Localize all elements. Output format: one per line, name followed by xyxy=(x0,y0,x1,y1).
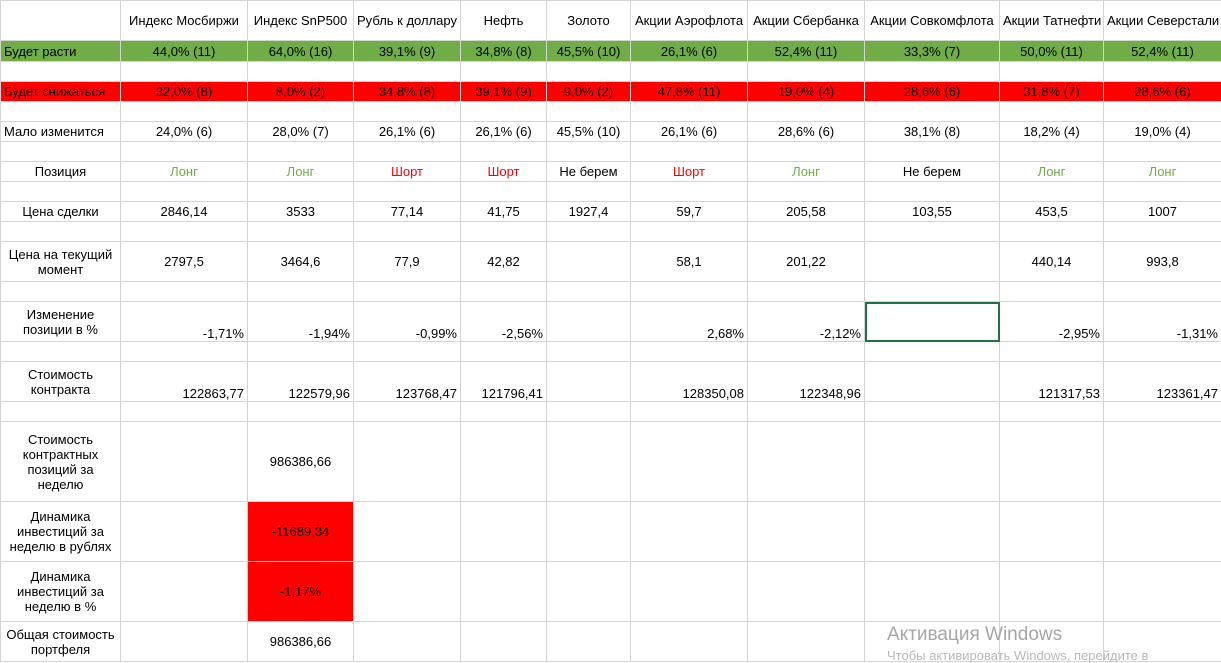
cell[interactable] xyxy=(865,102,1000,122)
cell[interactable]: Лонг xyxy=(121,162,248,182)
cell[interactable] xyxy=(547,142,631,162)
cell[interactable]: 39,1% (9) xyxy=(354,41,461,62)
row-flat xyxy=(1,122,1221,142)
cell[interactable] xyxy=(1104,282,1221,302)
cell[interactable]: Шорт xyxy=(631,162,748,182)
cell[interactable]: 38,1% (8) xyxy=(865,122,1000,142)
cell[interactable] xyxy=(354,282,461,302)
row-label[interactable]: Цена на текущий момент xyxy=(1,242,121,282)
cell[interactable] xyxy=(631,422,748,502)
cell[interactable] xyxy=(1000,282,1104,302)
cell[interactable] xyxy=(248,282,354,302)
cell[interactable] xyxy=(121,222,248,242)
cell[interactable]: 28,6% (6) xyxy=(1104,82,1221,102)
row-down xyxy=(1,82,1221,102)
cell[interactable] xyxy=(1104,62,1221,82)
cell[interactable]: 26,1% (6) xyxy=(631,41,748,62)
cell[interactable]: 19,0% (4) xyxy=(748,82,865,102)
cell[interactable]: 201,22 xyxy=(748,242,865,282)
cell[interactable] xyxy=(1,102,121,122)
cell[interactable]: 31,8% (7) xyxy=(1000,82,1104,102)
cell[interactable] xyxy=(354,622,461,662)
cell[interactable] xyxy=(121,422,248,502)
cell[interactable]: 52,4% (11) xyxy=(1104,41,1221,62)
corner-cell[interactable] xyxy=(1,1,121,41)
cell[interactable] xyxy=(461,182,547,202)
cell[interactable] xyxy=(461,422,547,502)
header-row xyxy=(1,1,1221,41)
cell[interactable] xyxy=(865,362,1000,402)
cell[interactable] xyxy=(121,102,248,122)
cell[interactable] xyxy=(354,422,461,502)
cell[interactable] xyxy=(748,502,865,562)
row-label[interactable]: Будет снижаться xyxy=(1,82,121,102)
cell[interactable] xyxy=(865,222,1000,242)
cell[interactable] xyxy=(461,102,547,122)
row-change xyxy=(1,302,1221,342)
cell[interactable] xyxy=(1104,502,1221,562)
cell[interactable]: 18,2% (4) xyxy=(1000,122,1104,142)
cell[interactable] xyxy=(1104,222,1221,242)
cell[interactable] xyxy=(1000,142,1104,162)
cell[interactable] xyxy=(547,282,631,302)
cell[interactable]: 121317,53 xyxy=(1000,362,1104,402)
column-header[interactable]: Акции Сбербанка xyxy=(748,1,865,41)
column-header[interactable]: Акции Совкомфлота xyxy=(865,1,1000,41)
column-header[interactable]: Индекс Мосбиржи xyxy=(121,1,248,41)
cell[interactable] xyxy=(121,402,248,422)
cell[interactable]: 986386,66 xyxy=(248,622,354,662)
cell[interactable] xyxy=(865,562,1000,622)
selected-cell[interactable] xyxy=(865,302,1000,342)
row-label[interactable]: Общая стоимость портфеля xyxy=(1,622,121,662)
cell[interactable] xyxy=(461,282,547,302)
cell[interactable] xyxy=(1000,62,1104,82)
cell[interactable] xyxy=(1000,342,1104,362)
cell[interactable]: 39,1% (9) xyxy=(461,82,547,102)
cell[interactable]: 128350,08 xyxy=(631,362,748,402)
cell[interactable]: 58,1 xyxy=(631,242,748,282)
cell[interactable]: 59,7 xyxy=(631,202,748,222)
cell[interactable]: 3533 xyxy=(248,202,354,222)
cell[interactable] xyxy=(121,62,248,82)
cell[interactable] xyxy=(354,142,461,162)
row-dynamics-rub xyxy=(1,502,1221,562)
cell[interactable] xyxy=(248,102,354,122)
cell[interactable] xyxy=(547,502,631,562)
cell[interactable] xyxy=(748,562,865,622)
cell[interactable] xyxy=(547,102,631,122)
cell[interactable] xyxy=(547,422,631,502)
cell[interactable]: 103,55 xyxy=(865,202,1000,222)
cell[interactable] xyxy=(547,622,631,662)
cell[interactable]: 453,5 xyxy=(1000,202,1104,222)
cell[interactable]: 2846,14 xyxy=(121,202,248,222)
cell[interactable] xyxy=(354,342,461,362)
cell[interactable] xyxy=(631,182,748,202)
cell[interactable] xyxy=(461,342,547,362)
row-deal-price xyxy=(1,202,1221,222)
spacer-row xyxy=(1,222,1221,242)
cell[interactable] xyxy=(865,182,1000,202)
cell[interactable]: Лонг xyxy=(748,162,865,182)
cell[interactable]: 123361,47 xyxy=(1104,362,1221,402)
row-contract-value xyxy=(1,362,1221,402)
cell[interactable] xyxy=(248,222,354,242)
cell[interactable] xyxy=(121,562,248,622)
cell[interactable]: 33,3% (7) xyxy=(865,41,1000,62)
row-label[interactable]: Динамика инвестиций за неделю в рублях xyxy=(1,502,121,562)
cell[interactable] xyxy=(461,222,547,242)
spacer-row xyxy=(1,102,1221,122)
cell[interactable] xyxy=(121,502,248,562)
cell[interactable] xyxy=(461,622,547,662)
cell[interactable] xyxy=(121,622,248,662)
row-label[interactable]: Изменение позиции в % xyxy=(1,302,121,342)
spacer-row xyxy=(1,62,1221,82)
column-header[interactable]: Акции Татнефти xyxy=(1000,1,1104,41)
spacer-row xyxy=(1,182,1221,202)
cell[interactable]: 45,5% (10) xyxy=(547,41,631,62)
cell[interactable]: Не берем xyxy=(547,162,631,182)
column-header[interactable]: Индекс SnP500 xyxy=(248,1,354,41)
cell[interactable]: Шорт xyxy=(461,162,547,182)
cell[interactable] xyxy=(461,562,547,622)
cell[interactable]: 205,58 xyxy=(748,202,865,222)
cell[interactable]: 440,14 xyxy=(1000,242,1104,282)
cell[interactable] xyxy=(748,342,865,362)
cell[interactable] xyxy=(631,102,748,122)
cell[interactable] xyxy=(865,422,1000,502)
row-label[interactable]: Динамика инвестиций за неделю в % xyxy=(1,562,121,622)
cell[interactable]: Лонг xyxy=(1000,162,1104,182)
cell[interactable] xyxy=(1104,562,1221,622)
row-label[interactable]: Стоимость контракта xyxy=(1,362,121,402)
cell[interactable] xyxy=(748,182,865,202)
cell[interactable]: 42,82 xyxy=(461,242,547,282)
cell[interactable] xyxy=(354,502,461,562)
cell[interactable]: -2,56% xyxy=(461,302,547,342)
cell[interactable] xyxy=(1104,142,1221,162)
cell[interactable] xyxy=(631,282,748,302)
cell[interactable]: 77,14 xyxy=(354,202,461,222)
cell[interactable]: 123768,47 xyxy=(354,362,461,402)
row-weekly-contracts xyxy=(1,422,1221,502)
cell[interactable] xyxy=(121,182,248,202)
cell[interactable] xyxy=(547,182,631,202)
cell[interactable]: -11689,34 xyxy=(248,502,354,562)
cell[interactable] xyxy=(354,62,461,82)
cell[interactable]: 34,8% (8) xyxy=(461,41,547,62)
spacer-row xyxy=(1,282,1221,302)
cell[interactable]: 28,0% (7) xyxy=(248,122,354,142)
cell[interactable]: -1,31% xyxy=(1104,302,1221,342)
row-label[interactable]: Стоимость контрактных позиций за неделю xyxy=(1,422,121,502)
cell[interactable] xyxy=(1,342,121,362)
windows-activation-subtitle: Чтобы активировать Windows, перейдите в xyxy=(887,648,1148,663)
cell[interactable] xyxy=(865,402,1000,422)
cell[interactable]: 2,68% xyxy=(631,302,748,342)
row-current-price xyxy=(1,242,1221,282)
cell[interactable]: 28,6% (6) xyxy=(865,82,1000,102)
row-label[interactable]: Будет расти xyxy=(1,41,121,62)
row-position xyxy=(1,162,1221,182)
cell[interactable]: -2,12% xyxy=(748,302,865,342)
cell[interactable]: -0,99% xyxy=(354,302,461,342)
cell[interactable] xyxy=(631,402,748,422)
row-dynamics-pct xyxy=(1,562,1221,622)
cell[interactable]: 50,0% (11) xyxy=(1000,41,1104,62)
cell[interactable] xyxy=(461,502,547,562)
cell[interactable]: 28,6% (6) xyxy=(748,122,865,142)
column-header[interactable]: Рубль к доллару xyxy=(354,1,461,41)
cell[interactable] xyxy=(461,62,547,82)
cell[interactable]: -1,94% xyxy=(248,302,354,342)
cell[interactable] xyxy=(1,222,121,242)
cell[interactable]: 24,0% (6) xyxy=(121,122,248,142)
cell[interactable] xyxy=(631,562,748,622)
column-header[interactable]: Акции Аэрофлота xyxy=(631,1,748,41)
cell[interactable] xyxy=(461,142,547,162)
cell[interactable]: 122348,96 xyxy=(748,362,865,402)
cell[interactable]: 122579,96 xyxy=(248,362,354,402)
cell[interactable] xyxy=(354,102,461,122)
cell[interactable]: 2797,5 xyxy=(121,242,248,282)
cell[interactable] xyxy=(354,222,461,242)
cell[interactable] xyxy=(865,502,1000,562)
cell[interactable]: 64,0% (16) xyxy=(248,41,354,62)
cell[interactable]: 26,1% (6) xyxy=(461,122,547,142)
cell[interactable]: Лонг xyxy=(1104,162,1221,182)
cell[interactable] xyxy=(248,342,354,362)
cell[interactable] xyxy=(1000,502,1104,562)
cell[interactable] xyxy=(1,142,121,162)
cell[interactable] xyxy=(631,142,748,162)
cell[interactable]: Лонг xyxy=(248,162,354,182)
cell[interactable]: 1927,4 xyxy=(547,202,631,222)
cell[interactable]: 9,0% (2) xyxy=(547,82,631,102)
cell[interactable] xyxy=(121,142,248,162)
cell[interactable]: -1,17% xyxy=(248,562,354,622)
cell[interactable] xyxy=(121,342,248,362)
spacer-row xyxy=(1,142,1221,162)
cell[interactable]: 52,4% (11) xyxy=(748,41,865,62)
cell[interactable] xyxy=(1104,342,1221,362)
spacer-row xyxy=(1,402,1221,422)
cell[interactable] xyxy=(354,402,461,422)
cell[interactable] xyxy=(547,562,631,622)
cell[interactable] xyxy=(248,142,354,162)
cell[interactable] xyxy=(748,62,865,82)
cell[interactable] xyxy=(1000,422,1104,502)
cell[interactable]: 986386,66 xyxy=(248,422,354,502)
cell[interactable]: -1,71% xyxy=(121,302,248,342)
cell[interactable] xyxy=(1104,402,1221,422)
cell[interactable] xyxy=(1,402,121,422)
cell[interactable] xyxy=(631,222,748,242)
row-label[interactable]: Цена сделки xyxy=(1,202,121,222)
cell[interactable] xyxy=(354,182,461,202)
cell[interactable] xyxy=(748,422,865,502)
cell[interactable] xyxy=(547,62,631,82)
cell[interactable] xyxy=(248,402,354,422)
cell[interactable] xyxy=(354,562,461,622)
cell[interactable] xyxy=(631,342,748,362)
column-header[interactable]: Золото xyxy=(547,1,631,41)
cell[interactable] xyxy=(248,62,354,82)
cell[interactable]: 121796,41 xyxy=(461,362,547,402)
cell[interactable] xyxy=(865,62,1000,82)
cell[interactable] xyxy=(748,402,865,422)
cell[interactable] xyxy=(248,182,354,202)
cell[interactable]: 8,0% (2) xyxy=(248,82,354,102)
cell[interactable] xyxy=(748,222,865,242)
cell[interactable] xyxy=(631,62,748,82)
column-header[interactable]: Нефть xyxy=(461,1,547,41)
cell[interactable] xyxy=(748,282,865,302)
cell[interactable] xyxy=(865,282,1000,302)
spacer-row xyxy=(1,342,1221,362)
cell[interactable]: 122863,77 xyxy=(121,362,248,402)
cell[interactable] xyxy=(547,302,631,342)
cell[interactable]: 47,8% (11) xyxy=(631,82,748,102)
cell[interactable] xyxy=(1000,222,1104,242)
cell[interactable] xyxy=(1000,402,1104,422)
row-label[interactable]: Мало изменится xyxy=(1,122,121,142)
cell[interactable] xyxy=(547,362,631,402)
cell[interactable]: 26,1% (6) xyxy=(354,122,461,142)
cell[interactable]: 26,1% (6) xyxy=(631,122,748,142)
cell[interactable] xyxy=(1,62,121,82)
cell[interactable] xyxy=(121,282,248,302)
cell[interactable] xyxy=(1,182,121,202)
cell[interactable] xyxy=(1104,102,1221,122)
cell[interactable] xyxy=(1,282,121,302)
cell[interactable]: 3464,6 xyxy=(248,242,354,282)
cell[interactable] xyxy=(865,142,1000,162)
cell[interactable]: 1007 xyxy=(1104,202,1221,222)
cell[interactable] xyxy=(748,142,865,162)
cell[interactable]: 34,8% (8) xyxy=(354,82,461,102)
cell[interactable] xyxy=(748,622,865,662)
cell[interactable]: Шорт xyxy=(354,162,461,182)
cell[interactable] xyxy=(547,222,631,242)
cell[interactable] xyxy=(1000,102,1104,122)
windows-activation-watermark: Активация Windows xyxy=(887,624,1062,646)
cell[interactable] xyxy=(631,622,748,662)
cell[interactable]: 44,0% (11) xyxy=(121,41,248,62)
cell[interactable]: 32,0% (8) xyxy=(121,82,248,102)
cell[interactable] xyxy=(547,342,631,362)
cell[interactable]: Не берем xyxy=(865,162,1000,182)
row-up xyxy=(1,41,1221,62)
cell[interactable]: -2,95% xyxy=(1000,302,1104,342)
cell[interactable] xyxy=(631,502,748,562)
cell[interactable] xyxy=(1000,182,1104,202)
cell[interactable] xyxy=(461,402,547,422)
cell[interactable]: 45,5% (10) xyxy=(547,122,631,142)
row-label[interactable]: Позиция xyxy=(1,162,121,182)
cell[interactable] xyxy=(865,342,1000,362)
cell[interactable] xyxy=(1000,562,1104,622)
cell[interactable] xyxy=(1104,182,1221,202)
cell[interactable] xyxy=(547,402,631,422)
cell[interactable] xyxy=(865,242,1000,282)
cell[interactable]: 19,0% (4) xyxy=(1104,122,1221,142)
cell[interactable] xyxy=(748,102,865,122)
column-header[interactable]: Акции Северстали xyxy=(1104,1,1221,41)
cell[interactable]: 993,8 xyxy=(1104,242,1221,282)
cell[interactable] xyxy=(1104,422,1221,502)
cell[interactable] xyxy=(547,242,631,282)
cell[interactable]: 77,9 xyxy=(354,242,461,282)
cell[interactable]: 41,75 xyxy=(461,202,547,222)
